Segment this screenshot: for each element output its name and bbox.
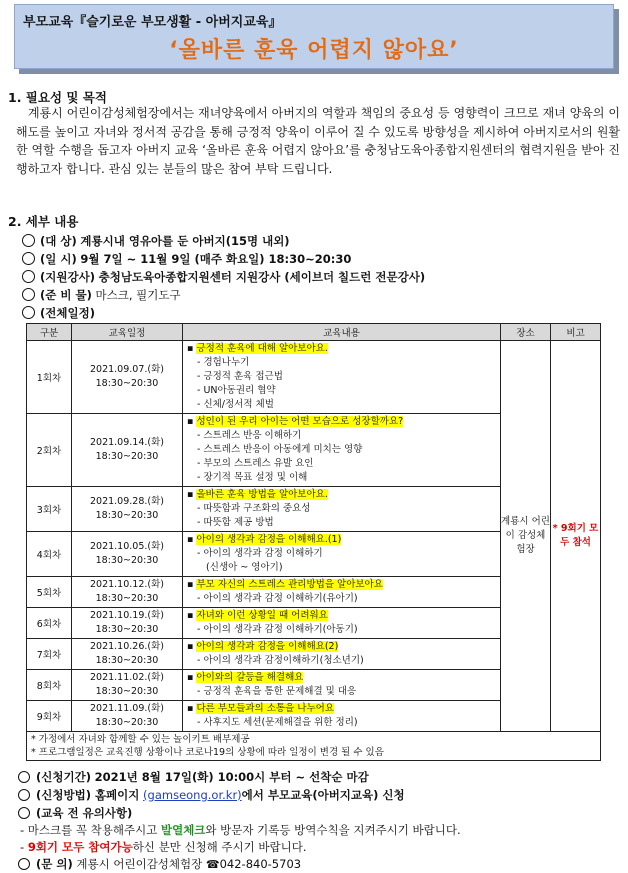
apply-method: (신청방법) 홈페이지 (gamseong.or.kr)에서 부모교육(아버지교육) 신청 [18,787,405,803]
row-round: 2회차 [27,414,72,487]
phone-icon: ☎ [205,858,220,871]
row-content: ▪ 올바른 훈육 방법을 알아보아요. - 따뜻함과 구조화의 중요성 - 따뜻함 제공 방법 [183,487,501,532]
header-place: 장소 [501,324,551,341]
row-date: 2021.10.05.(화) 18:30~20:30 [72,532,183,577]
detail-target: (대 상) 계룡시내 영유아를 둔 아버지(15명 내외) [22,233,290,249]
note-cell: * 9회기 모두 참석 [551,341,601,732]
banner-title: ‘올바른 훈육 어렵지 않아요’ [169,38,459,63]
notice-line-2: - 9회기 모두 참여가능하신 분만 신청해 주시기 바랍니다. [20,840,307,854]
row-date: 2021.09.07.(화) 18:30~20:30 [72,341,183,414]
row-round: 4회차 [27,532,72,577]
header-note: 비고 [551,324,601,341]
row-content: ▪ 부모 자신의 스트레스 관리방법을 알아보아요 - 아이의 생각과 감정 이해하기(유아기) [183,577,501,608]
circle-bullet-icon [18,771,30,783]
row-content: ▪ 아이의 생각과 감정을 이해해요.(1) - 아이의 생각과 감정 이해하기 (신생아 ~ 영아기) [183,532,501,577]
detail-supplies: (준 비 물) 마스크, 필기도구 [22,287,181,303]
apply-period: (신청기간) 2021년 8월 17일(화) 10:00시 부터 ~ 선착순 마감 [18,769,369,785]
header-round: 구분 [27,324,72,341]
detail-datetime: (일 시) 9월 7일 ~ 11월 9일 (매주 화요일) 18:30~20:30 [22,251,351,267]
homepage-link[interactable]: (gamseong.or.kr) [143,788,242,802]
row-content: ▪ 아이와의 갈등을 해결해요 - 긍정적 훈육을 통한 문제해결 및 대응 [183,670,501,701]
row-date: 2021.09.14.(화) 18:30~20:30 [72,414,183,487]
detail-schedule-label: (전체일정) [22,305,95,321]
banner-subtitle: 부모교육『슬기로운 부모생활 - 아버지교육』 [23,15,282,30]
title-banner [14,4,614,69]
row-date: 2021.11.02.(화) 18:30~20:30 [72,670,183,701]
circle-bullet-icon [18,807,30,819]
row-round: 9회차 [27,701,72,732]
circle-bullet-icon [18,858,30,870]
row-content: ▪ 다른 부모들과의 소통을 나누어요 - 사후지도 세션(문제해결을 위한 정리) [183,701,501,732]
inquiry: (문 의) 계룡시 어린이감성체험장 ☎042-840-5703 [18,856,301,872]
row-round: 1회차 [27,341,72,414]
section1-heading: 1. 필요성 및 목적 [8,90,107,105]
circle-bullet-icon [22,270,35,283]
section2-heading: 2. 세부 내용 [8,214,79,229]
circle-bullet-icon [22,306,35,319]
row-round: 3회차 [27,487,72,532]
row-date: 2021.09.28.(화) 18:30~20:30 [72,487,183,532]
row-round: 5회차 [27,577,72,608]
notice-heading: (교육 전 유의사항) [18,805,132,821]
row-date: 2021.10.12.(화) 18:30~20:30 [72,577,183,608]
circle-bullet-icon [22,234,35,247]
row-date: 2021.10.26.(화) 18:30~20:30 [72,639,183,670]
row-round: 6회차 [27,608,72,639]
header-content: 교육내용 [183,324,501,341]
circle-bullet-icon [22,252,35,265]
detail-instructor: (지원강사) 충청남도육아종합지원센터 지원강사 (세이브더 칠드런 전문강사) [22,269,425,285]
circle-bullet-icon [18,789,30,801]
schedule-table [26,323,601,761]
row-round: 7회차 [27,639,72,670]
circle-bullet-icon [22,288,35,301]
row-round: 8회차 [27,670,72,701]
row-date: 2021.10.19.(화) 18:30~20:30 [72,608,183,639]
table-footnotes: * 가정에서 자녀와 함께할 수 있는 놀이키트 배부제공 * 프로그램일정은 교육진행 상황이나 코로나19의 상황에 따라 일정이 변경 될 수 있음 [27,732,601,761]
table-footnote-row [27,732,601,761]
row-date: 2021.11.09.(화) 18:30~20:30 [72,701,183,732]
table-header-row [27,324,601,341]
row-content: ▪ 성인이 된 우리 아이는 어떤 모습으로 성장할까요? - 스트레스 반응 이해하기 - 스트레스 반응이 아동에게 미치는 영향 - 부모의 스트레스 유발 요인 - 장기적 목표 설정 및 이해 [183,414,501,487]
section1-body: 계룡시 어린이감성체험장에서는 재녀양육에서 아버지의 역할과 책임의 중요성 등 영향력이 크므로 재녀 양육의 이해도를 높이고 자녀와 정서적 공감을 통해 긍정적 양육이 이루어 질 수 있도록 방향성을 제시하여 아버지로서의 원활한 역할 수행을 돕고자 아버지 교육 ‘올바른 훈육 어렵지 않아요’를 충청남도육아종합지원센터의 협력지원을 받아 진행하고자 합니다. 관심 있는 분들의 많은 참여 부탁 드립니다. [16,106,620,176]
table-row [27,341,601,414]
notice-line-1: - 마스크를 꼭 착용해주시고 발열체크와 방문자 기록등 방역수칙을 지켜주시기 바랍니다. [20,823,461,837]
row-content: ▪ 자녀와 이런 상황일 때 어려워요 - 아이의 생각과 감정 이해하기(아동기) [183,608,501,639]
row-content: ▪ 아이의 생각과 감정을 이해해요(2) - 아이의 생각과 감정이해하기(청소년기) [183,639,501,670]
header-date: 교육일정 [72,324,183,341]
row-content: ▪ 긍정적 훈육에 대해 알아보아요. - 경험나누기 - 긍정적 훈육 접근법 - UN아동권리 협약 - 신체/정서적 체벌 [183,341,501,414]
place-cell: 계룡시 어린이 감성체 험장 [501,341,551,732]
